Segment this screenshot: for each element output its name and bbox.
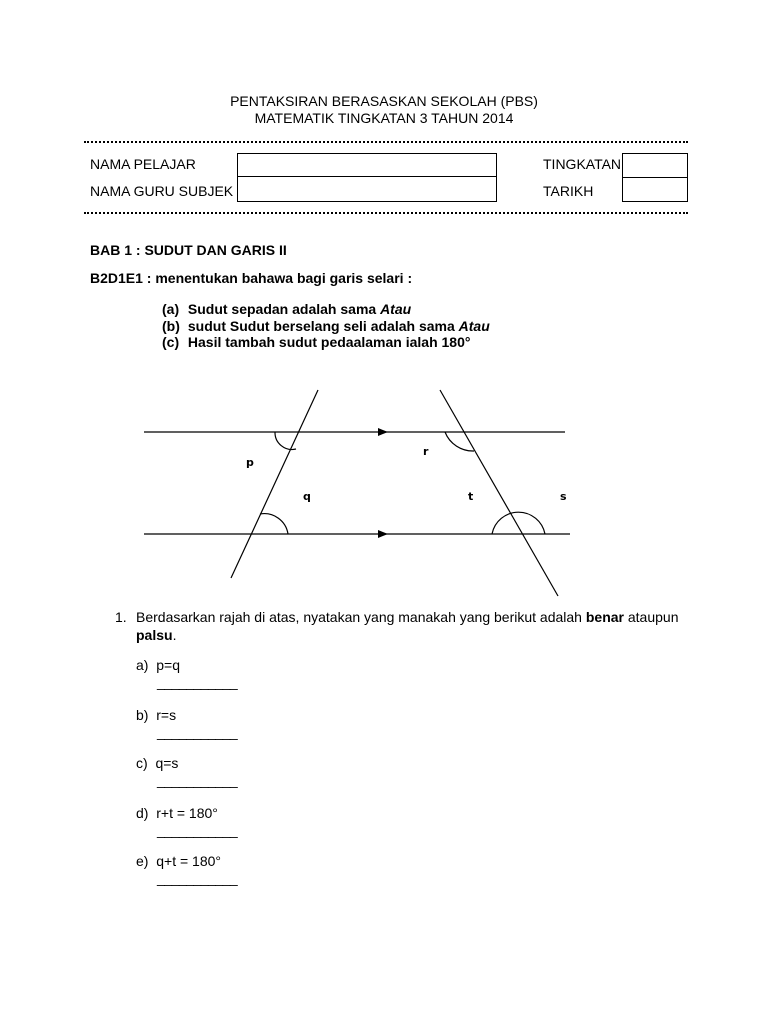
criterion-suffix: Atau: [380, 301, 412, 317]
transversal-left: [231, 390, 318, 578]
criterion-text: Sudut sepadan adalah sama: [187, 301, 381, 317]
transversal-right: [440, 390, 558, 596]
answer-statement: r=s: [156, 707, 177, 723]
question-number: 1.: [115, 609, 127, 625]
label-s: s: [560, 490, 567, 503]
answer-item: [136, 755, 178, 771]
arrow-marker-top: [378, 428, 388, 436]
answer-blank[interactable]: ___________: [157, 870, 238, 886]
question-text: Berdasarkan rajah di atas, nyatakan yang manakah yang berikut adalah benar ataupun palsu.: [136, 609, 679, 643]
criterion-text: Hasil tambah sudut pedaalaman ialah 180°: [187, 334, 471, 350]
student-name-label: NAMA PELAJAR: [90, 156, 196, 172]
angle-arc-p: [275, 432, 296, 449]
teacher-name-label: NAMA GURU SUBJEK: [90, 183, 234, 199]
answer-letter: a): [136, 657, 149, 673]
answer-statement: q+t = 180°: [156, 853, 221, 869]
answer-blank[interactable]: ___________: [157, 772, 238, 788]
answer-blank[interactable]: ___________: [157, 724, 238, 740]
answer-letter: b): [136, 707, 149, 723]
answer-statement: q=s: [155, 755, 179, 771]
label-t: t: [468, 490, 474, 503]
arrow-marker-bottom: [378, 530, 388, 538]
answer-letter: e): [136, 853, 149, 869]
criterion-text: sudut Sudut berselang seli adalah sama: [187, 318, 459, 334]
answer-letter: d): [136, 805, 149, 821]
criterion-suffix: Atau: [458, 318, 490, 334]
header-subtitle: MATEMATIK TINGKATAN 3 TAHUN 2014: [254, 110, 514, 126]
answer-blank[interactable]: ___________: [157, 822, 238, 838]
chapter-title: BAB 1 : SUDUT DAN GARIS II: [90, 242, 287, 258]
criterion-letter: (c): [162, 334, 180, 350]
answer-letter: c): [136, 755, 148, 771]
answer-item: [136, 657, 180, 673]
angle-arc-ts: [492, 512, 545, 534]
criterion-letter: (a): [162, 301, 180, 317]
header-title: PENTAKSIRAN BERASASKAN SEKOLAH (PBS): [230, 93, 538, 109]
answer-blank[interactable]: ___________: [157, 674, 238, 690]
answer-statement: r+t = 180°: [156, 805, 218, 821]
band-descriptor: B2D1E1 : menentukan bahawa bagi garis selari :: [90, 270, 413, 286]
angle-arc-q: [260, 514, 288, 534]
answer-statement: p=q: [156, 657, 180, 673]
answer-item: [136, 853, 221, 869]
criterion-letter: (b): [162, 318, 180, 334]
label-q: q: [303, 490, 311, 503]
answer-item: [136, 707, 176, 723]
answer-item: [136, 805, 218, 821]
label-p: p: [246, 456, 254, 469]
form-label: TINGKATAN: [543, 156, 622, 172]
label-r: r: [423, 445, 429, 458]
date-label: TARIKH: [543, 183, 594, 199]
